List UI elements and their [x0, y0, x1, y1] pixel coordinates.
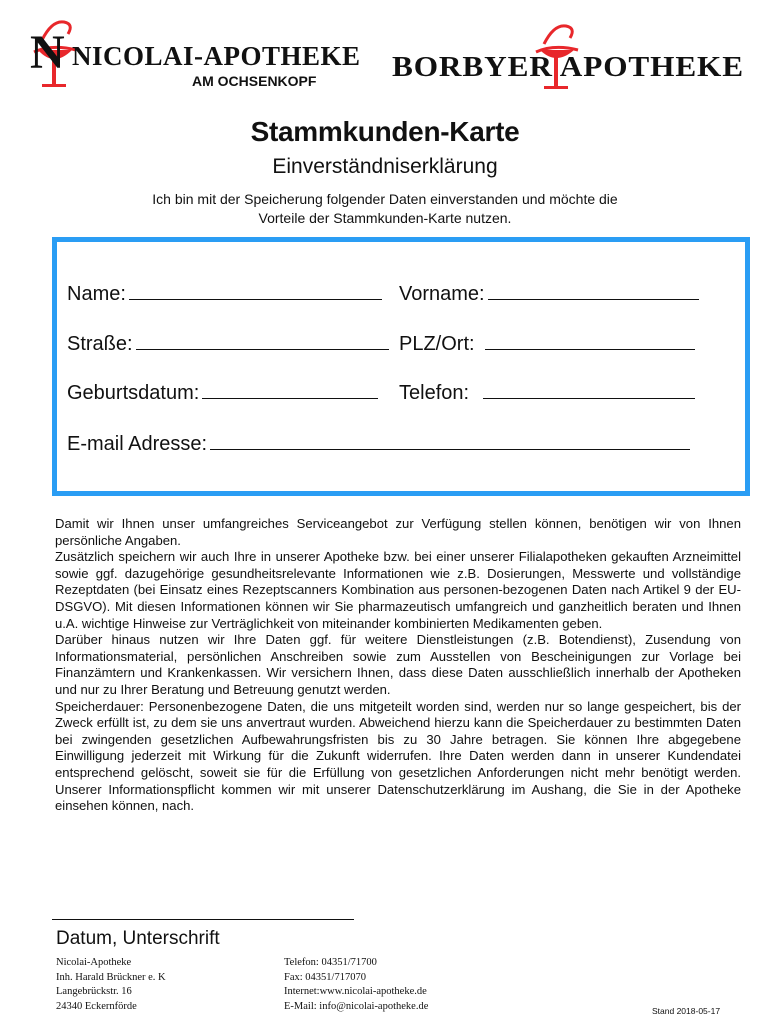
intro-text [0, 190, 770, 228]
borbyer-apotheke-logo [392, 22, 747, 92]
logo-right-main-text: BORBYER APOTHEKE [392, 52, 744, 83]
page-title: Stammkunden-Karte [250, 116, 520, 147]
privacy-notice [55, 516, 741, 815]
plz-ort-input-line[interactable] [485, 332, 695, 350]
plz-ort-label: PLZ/Ort: [399, 333, 475, 355]
footer-phone: Telefon: 04351/71700 [284, 957, 377, 968]
email-input-line[interactable] [210, 432, 690, 450]
footer-address-line: Inh. Harald Brückner e. K [56, 971, 166, 983]
document-version: Stand 2018-05-17 [652, 1006, 721, 1016]
plz-ort-field[interactable] [399, 332, 695, 356]
privacy-paragraph-2: Zusätzlich speichern wir auch Ihre in unserer Apotheke bzw. bei einer unserer Filialapotheken gekauften Arzneimittel sowie ggf. dazugehörige gesundheitsrelevante Informationen wie z.B. Dosierungen, Messwerte und vollständige Rezeptdaten (bei Einsatz eines Rezeptscanners Kombination aus personen-bezogenen Daten nach Artikel 9 der EU-DSGVO). Mit diesen Informationen können wir Sie pharmazeutisch umfangreich und ganzheitlich beraten und Ihnen u.A. wichtige Hinweise zur Verträglichkeit von miteinander kombinierten Medikamenten geben. [55, 549, 741, 631]
geburtsdatum-field[interactable] [67, 381, 378, 405]
telefon-label: Telefon: [399, 382, 470, 404]
privacy-paragraph-1: Damit wir Ihnen unser umfangreiches Serviceangebot zur Verfügung stellen können, benötigen wir von Ihnen persönliche Angaben. [55, 516, 741, 548]
footer-website: Internet:www.nicolai-apotheke.de [284, 986, 427, 998]
geburtsdatum-label: Geburtsdatum: [67, 382, 200, 404]
geburtsdatum-input-line[interactable] [202, 381, 378, 399]
signature-line[interactable] [52, 919, 354, 920]
footer-fax: Fax: 04351/717070 [284, 971, 366, 983]
privacy-paragraph-3: Darüber hinaus nutzen wir Ihre Daten ggf. für weitere Dienstleistungen (z.B. Botendienst), Zusendung von Informationsmaterial, persönlichen Anschreiben sowie zum Ausstellen von Bescheinigungen zur Vorlage bei Finanzämtern und Krankenkassen. Wir versichern Ihnen, dass diese Daten ausschließlich innerhalb der Apotheken und nur zu Ihrer Beratung und Betreuung genutzt werden. [55, 632, 741, 697]
email-label: E-mail Adresse: [67, 433, 208, 455]
email-field[interactable] [67, 432, 690, 456]
strasse-label: Straße: [67, 333, 133, 355]
vorname-field[interactable] [399, 282, 699, 306]
vorname-label: Vorname: [399, 283, 485, 305]
footer-address [56, 956, 166, 1014]
footer-address-line: Nicolai-Apotheke [56, 957, 132, 968]
signature-label: Datum, Unterschrift [56, 928, 220, 949]
pharmacy-bowl-of-hygieia-icon [24, 10, 364, 90]
name-field[interactable] [67, 282, 382, 306]
name-input-line[interactable] [129, 282, 382, 300]
intro-line-1: Ich bin mit der Speicherung folgender Daten einverstanden und möchte die [152, 191, 618, 207]
nicolai-apotheke-logo [24, 10, 364, 90]
footer-address-line: 24340 Eckernförde [56, 1000, 137, 1012]
footer-contact [284, 956, 428, 1014]
customer-data-form [52, 237, 750, 496]
strasse-field[interactable] [67, 332, 389, 356]
pharmacy-bowl-of-hygieia-icon [392, 22, 747, 92]
telefon-input-line[interactable] [483, 381, 695, 399]
telefon-field[interactable] [399, 381, 695, 405]
logo-left-sub-text: AM OCHSENKOPF [192, 73, 317, 89]
svg-text:N: N [30, 26, 65, 79]
logo-left-main-text: NICOLAI-APOTHEKE [72, 41, 361, 71]
footer-email: E-Mail: info@nicolai-apotheke.de [284, 1000, 429, 1012]
page-subtitle: Einverständniserklärung [272, 155, 498, 178]
privacy-paragraph-4: Speicherdauer: Personenbezogene Daten, die uns mitgeteilt worden sind, werden nur so lange gespeichert, bis der Zweck erfüllt ist, zu dem sie uns anvertraut wurden. Abweichend hierzu kann die Speicherdauer zu bestimmten Daten bei zwingenden gesetzlichen Aufbewahrungsfristen bis zu 30 Jahre betragen. Sie können Ihre abgegebene Einwilligung jederzeit mit Wirkung für die Zukunft widerrufen. Ihre Daten werden dann in unserer Kundendatei entsprechend gelöscht, soweit sie für die Erfüllung von gesetzlichen Anforderungen nicht mehr benötigt werden. Unserer Informationspflicht kommen wir mit unserer Datenschutzerklärung im Aushang, die Sie in der Apotheke einsehen können, nach. [55, 698, 741, 814]
strasse-input-line[interactable] [136, 332, 389, 350]
footer-address-line: Langebrückstr. 16 [56, 986, 132, 998]
name-label: Name: [67, 283, 126, 305]
vorname-input-line[interactable] [488, 282, 699, 300]
intro-line-2: Vorteile der Stammkunden-Karte nutzen. [258, 210, 512, 226]
